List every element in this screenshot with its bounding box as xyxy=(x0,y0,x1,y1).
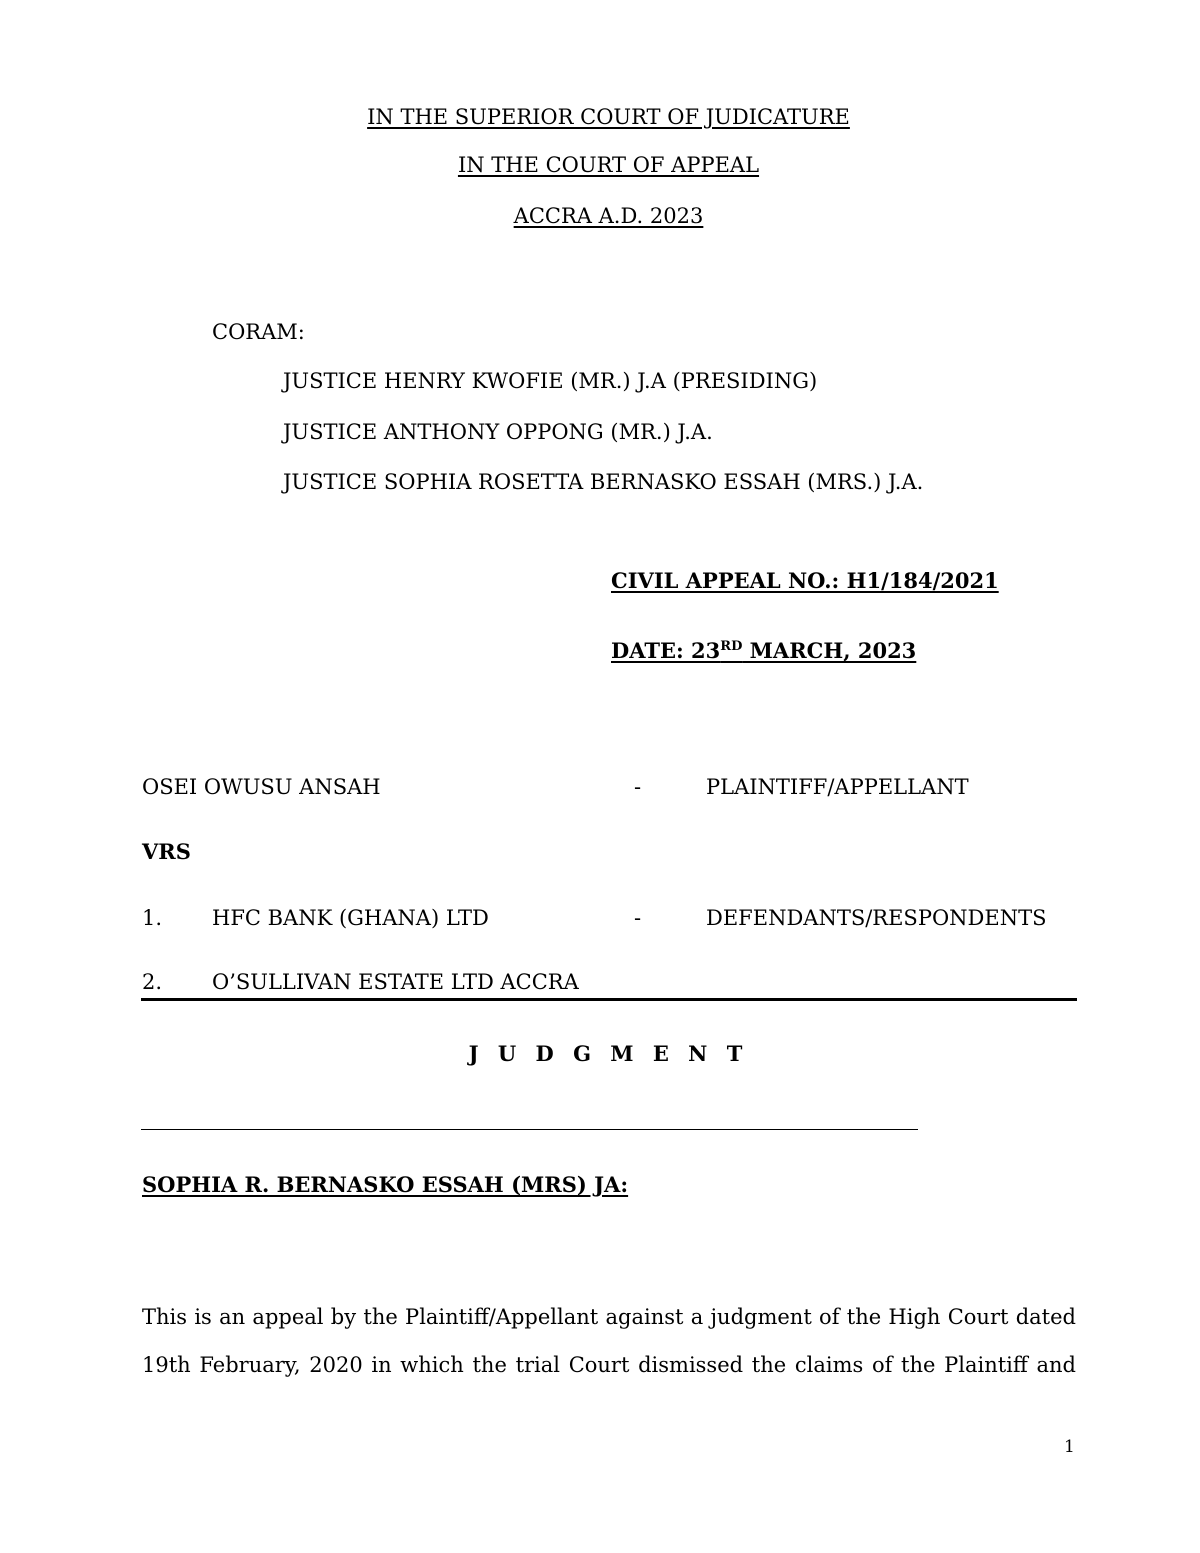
judgment-date xyxy=(611,637,916,665)
date-ordinal-suffix: RD xyxy=(720,639,743,654)
judgment-divider xyxy=(141,1129,918,1130)
court-heading-line2: IN THE COURT OF APPEAL xyxy=(457,153,760,177)
plaintiff-name: OSEI OWUSU ANSAH xyxy=(142,775,381,799)
versus-label: VRS xyxy=(142,839,191,864)
defendant-1-number: 1. xyxy=(142,906,163,930)
defendant-2-number: 2. xyxy=(142,970,163,994)
date-rest: MARCH, 2023 xyxy=(742,638,917,663)
judgment-title: J U D G M E N T xyxy=(468,1041,749,1066)
coram-justice-3: JUSTICE SOPHIA ROSETTA BERNASKO ESSAH (MRS.) J.A. xyxy=(283,470,924,494)
coram-label: CORAM: xyxy=(212,320,305,344)
coram-justice-2: JUSTICE ANTHONY OPPONG (MR.) J.A. xyxy=(283,420,713,444)
opening-paragraph-line-2: 19th February, 2020 in which the trial Court dismissed the claims of the Plaintiff and xyxy=(142,1353,1076,1377)
opening-paragraph-line-1: This is an appeal by the Plaintiff/Appellant against a judgment of the High Court dated xyxy=(142,1305,1076,1329)
plaintiff-dash: - xyxy=(634,775,642,799)
plaintiff-role: PLAINTIFF/APPELLANT xyxy=(706,775,969,799)
coram-justice-1: JUSTICE HENRY KWOFIE (MR.) J.A (PRESIDING) xyxy=(283,369,818,393)
page-number: 1 xyxy=(1064,1437,1075,1457)
court-heading-line1: IN THE SUPERIOR COURT OF JUDICATURE xyxy=(367,105,850,129)
date-prefix: DATE: 23 xyxy=(611,638,721,663)
defendant-1-name: HFC BANK (GHANA) LTD xyxy=(212,906,489,930)
civil-appeal-number: CIVIL APPEAL NO.: H1/184/2021 xyxy=(611,568,999,593)
defendant-2-name: O’SULLIVAN ESTATE LTD ACCRA xyxy=(212,970,579,994)
court-heading-line3: ACCRA A.D. 2023 xyxy=(513,204,704,228)
defendant-dash: - xyxy=(634,906,642,930)
defendant-role: DEFENDANTS/RESPONDENTS xyxy=(706,906,1047,930)
parties-divider xyxy=(141,998,1077,1001)
judgment-author: SOPHIA R. BERNASKO ESSAH (MRS) JA: xyxy=(142,1172,629,1197)
